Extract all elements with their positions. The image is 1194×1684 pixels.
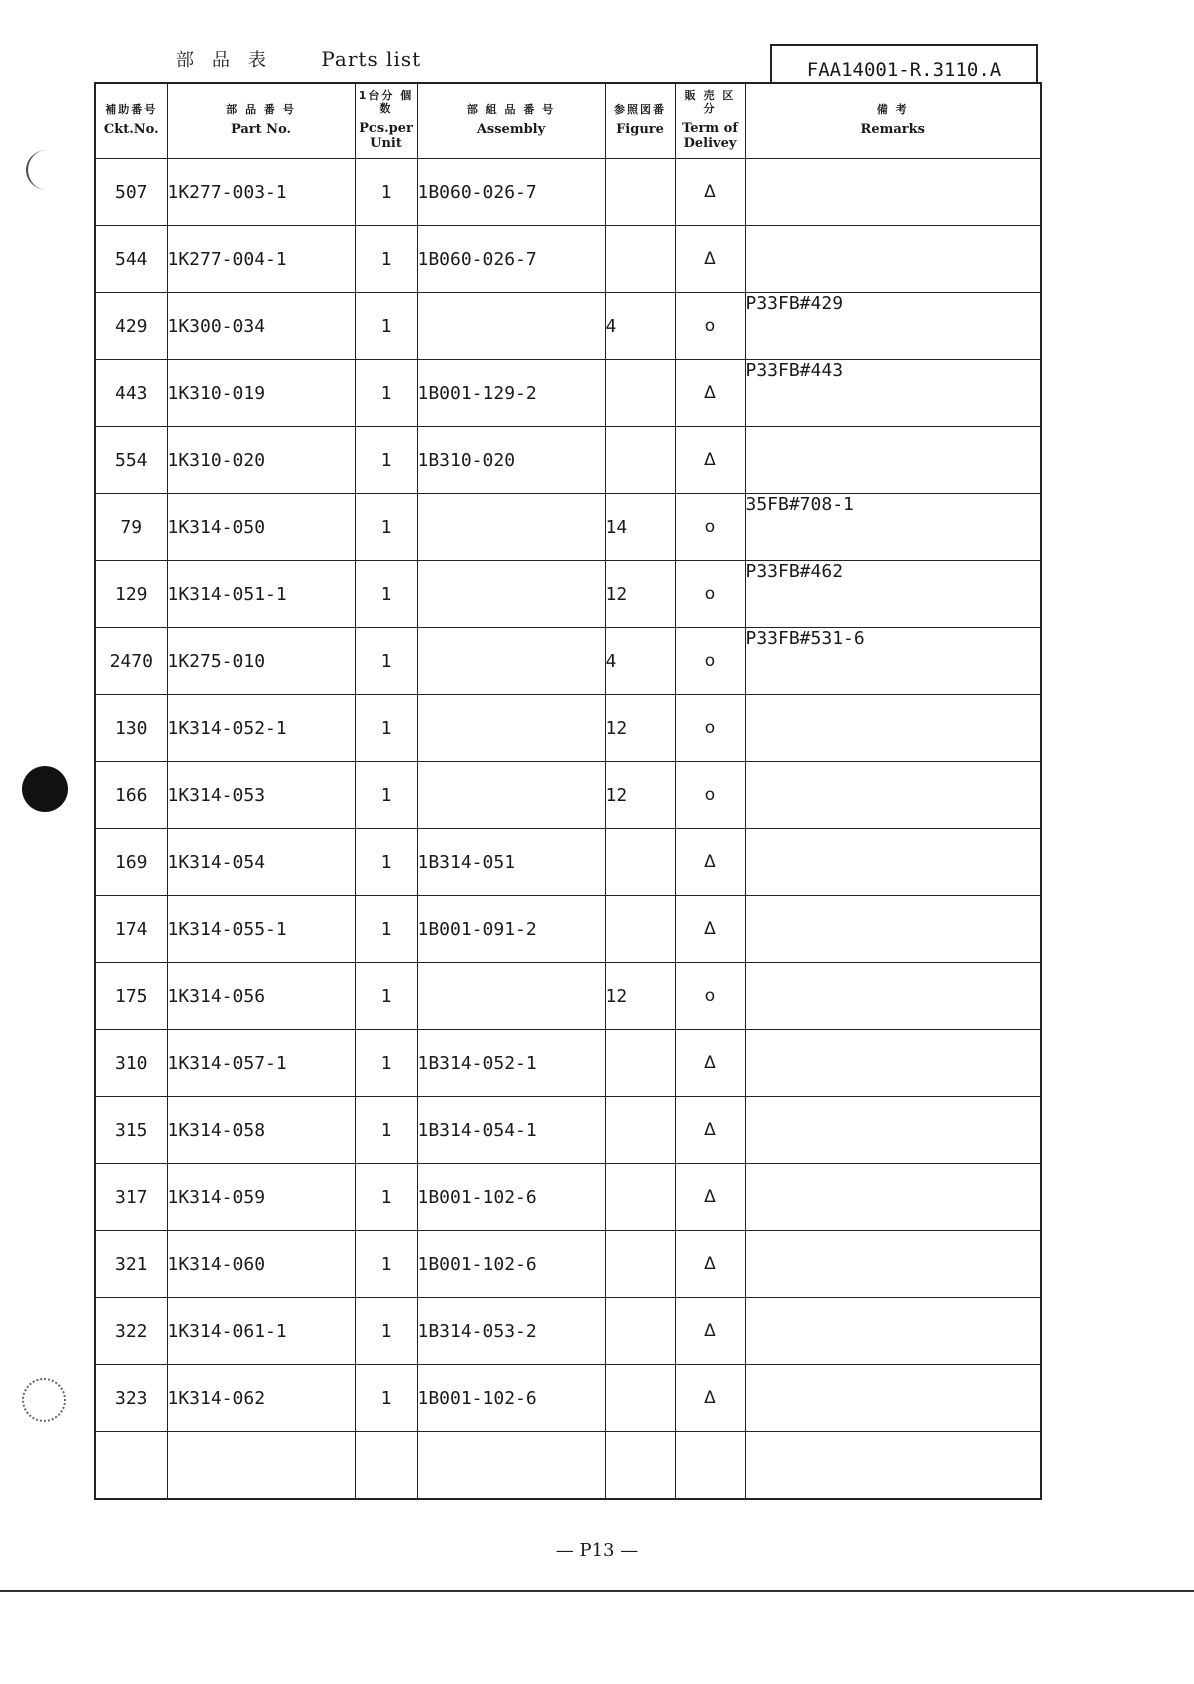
cell-term: Δ [675, 1164, 745, 1231]
cell-qty: 1 [355, 1097, 417, 1164]
cell-figure [605, 1298, 675, 1365]
cell-term: o [675, 695, 745, 762]
cell-ckt: 79 [95, 494, 167, 561]
cell-figure: 12 [605, 561, 675, 628]
cell-term: Δ [675, 1231, 745, 1298]
cell-ckt: 166 [95, 762, 167, 829]
cell-remarks: 35FB#708-1 [745, 494, 1041, 561]
bottom-rule [0, 1590, 1194, 1592]
parts-table [94, 82, 1042, 1500]
cell-term: Δ [675, 1298, 745, 1365]
col-term-of-delivery: 販 売 区 分 Term of Delivey [675, 83, 745, 159]
cell-part: 1K314-059 [167, 1164, 355, 1231]
cell-qty: 1 [355, 963, 417, 1030]
cell-term: Δ [675, 427, 745, 494]
cell-remarks: P33FB#531-6 [745, 628, 1041, 695]
cell-figure: 12 [605, 762, 675, 829]
cell-term: Δ [675, 1365, 745, 1432]
cell-part: 1K314-055-1 [167, 896, 355, 963]
cell-ckt: 130 [95, 695, 167, 762]
table-row [95, 561, 1041, 628]
cell-remarks: P33FB#429 [745, 293, 1041, 360]
cell-remarks [745, 427, 1041, 494]
cell-term: o [675, 561, 745, 628]
cell-part: 1K277-003-1 [167, 159, 355, 226]
cell-qty: 1 [355, 1365, 417, 1432]
table-row [95, 226, 1041, 293]
cell-part: 1K314-052-1 [167, 695, 355, 762]
cell-term: o [675, 293, 745, 360]
cell-ckt: 169 [95, 829, 167, 896]
cell-term [675, 1432, 745, 1500]
cell-part: 1K314-050 [167, 494, 355, 561]
cell-remarks [745, 1097, 1041, 1164]
cell-qty: 1 [355, 1030, 417, 1097]
cell-ckt: 322 [95, 1298, 167, 1365]
cell-remarks [745, 1030, 1041, 1097]
cell-part: 1K310-020 [167, 427, 355, 494]
cell-remarks [745, 896, 1041, 963]
table-row [95, 762, 1041, 829]
cell-qty: 1 [355, 1164, 417, 1231]
col-ckt-no: 補助番号 Ckt.No. [95, 83, 167, 159]
col-part-no: 部 品 番 号 Part No. [167, 83, 355, 159]
cell-figure: 12 [605, 695, 675, 762]
cell-part: 1K275-010 [167, 628, 355, 695]
cell-ckt: 129 [95, 561, 167, 628]
cell-assembly [417, 762, 605, 829]
col-pcs-per-unit: 1台分 個 数 Pcs.per Unit [355, 83, 417, 159]
cell-qty: 1 [355, 628, 417, 695]
cell-remarks: P33FB#462 [745, 561, 1041, 628]
cell-part: 1K300-034 [167, 293, 355, 360]
cell-figure [605, 1030, 675, 1097]
table-row [95, 293, 1041, 360]
table-row [95, 963, 1041, 1030]
cell-ckt: 544 [95, 226, 167, 293]
cell-assembly: 1B314-053-2 [417, 1298, 605, 1365]
cell-part: 1K314-062 [167, 1365, 355, 1432]
cell-assembly [417, 963, 605, 1030]
cell-assembly [417, 1432, 605, 1500]
cell-part: 1K314-051-1 [167, 561, 355, 628]
cell-remarks [745, 695, 1041, 762]
cell-ckt [95, 1432, 167, 1500]
cell-remarks [745, 226, 1041, 293]
cell-part: 1K310-019 [167, 360, 355, 427]
document-number: FAA14001-R.3110.A [770, 44, 1038, 82]
col-figure: 参照図番 Figure [605, 83, 675, 159]
cell-assembly: 1B001-102-6 [417, 1164, 605, 1231]
cell-remarks [745, 1164, 1041, 1231]
cell-figure [605, 1097, 675, 1164]
binding-mark [26, 150, 68, 190]
cell-part: 1K314-054 [167, 829, 355, 896]
cell-figure: 4 [605, 293, 675, 360]
cell-qty: 1 [355, 561, 417, 628]
cell-part: 1K277-004-1 [167, 226, 355, 293]
table-row [95, 829, 1041, 896]
cell-ckt: 443 [95, 360, 167, 427]
cell-ckt: 554 [95, 427, 167, 494]
cell-term: o [675, 494, 745, 561]
cell-figure [605, 1432, 675, 1500]
table-row [95, 1030, 1041, 1097]
cell-part: 1K314-061-1 [167, 1298, 355, 1365]
cell-term: Δ [675, 829, 745, 896]
cell-ckt: 317 [95, 1164, 167, 1231]
cell-term: Δ [675, 360, 745, 427]
table-row [95, 628, 1041, 695]
cell-qty: 1 [355, 762, 417, 829]
cell-part: 1K314-057-1 [167, 1030, 355, 1097]
cell-term: o [675, 628, 745, 695]
cell-part: 1K314-058 [167, 1097, 355, 1164]
cell-ckt: 321 [95, 1231, 167, 1298]
cell-assembly [417, 494, 605, 561]
cell-qty: 1 [355, 360, 417, 427]
cell-figure [605, 896, 675, 963]
cell-qty: 1 [355, 293, 417, 360]
cell-assembly: 1B060-026-7 [417, 159, 605, 226]
cell-ckt: 429 [95, 293, 167, 360]
cell-figure [605, 360, 675, 427]
cell-ckt: 174 [95, 896, 167, 963]
cell-assembly [417, 293, 605, 360]
table-row [95, 1231, 1041, 1298]
cell-ckt: 2470 [95, 628, 167, 695]
table-header-row [95, 83, 1041, 159]
page-title [176, 46, 421, 72]
page-number: — P13 — [555, 1540, 639, 1561]
cell-assembly: 1B060-026-7 [417, 226, 605, 293]
cell-term: Δ [675, 1097, 745, 1164]
cell-qty: 1 [355, 695, 417, 762]
cell-assembly: 1B001-102-6 [417, 1231, 605, 1298]
cell-assembly [417, 628, 605, 695]
cell-remarks [745, 1298, 1041, 1365]
col-assembly: 部 組 品 番 号 Assembly [417, 83, 605, 159]
cell-figure: 12 [605, 963, 675, 1030]
cell-assembly: 1B001-091-2 [417, 896, 605, 963]
cell-term: o [675, 762, 745, 829]
cell-term: Δ [675, 159, 745, 226]
cell-remarks: P33FB#443 [745, 360, 1041, 427]
table-row [95, 1365, 1041, 1432]
cell-remarks [745, 762, 1041, 829]
cell-part [167, 1432, 355, 1500]
cell-assembly: 1B310-020 [417, 427, 605, 494]
cell-figure: 14 [605, 494, 675, 561]
cell-figure [605, 1365, 675, 1432]
table-row [95, 360, 1041, 427]
cell-part: 1K314-053 [167, 762, 355, 829]
col-remarks: 備 考 Remarks [745, 83, 1041, 159]
cell-remarks [745, 1365, 1041, 1432]
cell-ckt: 315 [95, 1097, 167, 1164]
cell-remarks [745, 829, 1041, 896]
cell-qty: 1 [355, 1298, 417, 1365]
cell-figure [605, 226, 675, 293]
cell-assembly [417, 695, 605, 762]
table-row [95, 1164, 1041, 1231]
cell-ckt: 507 [95, 159, 167, 226]
table-row [95, 427, 1041, 494]
table-row [95, 494, 1041, 561]
cell-assembly: 1B314-054-1 [417, 1097, 605, 1164]
cell-term: o [675, 963, 745, 1030]
table-row [95, 1298, 1041, 1365]
cell-qty [355, 1432, 417, 1500]
cell-term: Δ [675, 226, 745, 293]
punch-hole-faint [22, 1378, 66, 1422]
cell-remarks [745, 963, 1041, 1030]
table-row [95, 1432, 1041, 1500]
table-row [95, 159, 1041, 226]
cell-remarks [745, 1231, 1041, 1298]
cell-remarks [745, 1432, 1041, 1500]
cell-ckt: 175 [95, 963, 167, 1030]
cell-qty: 1 [355, 829, 417, 896]
cell-figure: 4 [605, 628, 675, 695]
cell-figure [605, 1231, 675, 1298]
cell-assembly: 1B001-102-6 [417, 1365, 605, 1432]
cell-term: Δ [675, 896, 745, 963]
cell-ckt: 310 [95, 1030, 167, 1097]
cell-assembly: 1B001-129-2 [417, 360, 605, 427]
cell-qty: 1 [355, 1231, 417, 1298]
cell-assembly [417, 561, 605, 628]
cell-part: 1K314-056 [167, 963, 355, 1030]
punch-hole [22, 766, 68, 812]
cell-figure [605, 159, 675, 226]
cell-ckt: 323 [95, 1365, 167, 1432]
cell-assembly: 1B314-052-1 [417, 1030, 605, 1097]
cell-remarks [745, 159, 1041, 226]
table-row [95, 695, 1041, 762]
cell-qty: 1 [355, 494, 417, 561]
table-row [95, 896, 1041, 963]
cell-figure [605, 1164, 675, 1231]
cell-part: 1K314-060 [167, 1231, 355, 1298]
title-jp: 部品表 [176, 50, 284, 71]
title-en: Parts list [321, 47, 422, 71]
cell-qty: 1 [355, 896, 417, 963]
cell-qty: 1 [355, 427, 417, 494]
cell-qty: 1 [355, 226, 417, 293]
cell-assembly: 1B314-051 [417, 829, 605, 896]
cell-figure [605, 427, 675, 494]
cell-term: Δ [675, 1030, 745, 1097]
table-row [95, 1097, 1041, 1164]
cell-figure [605, 829, 675, 896]
cell-qty: 1 [355, 159, 417, 226]
